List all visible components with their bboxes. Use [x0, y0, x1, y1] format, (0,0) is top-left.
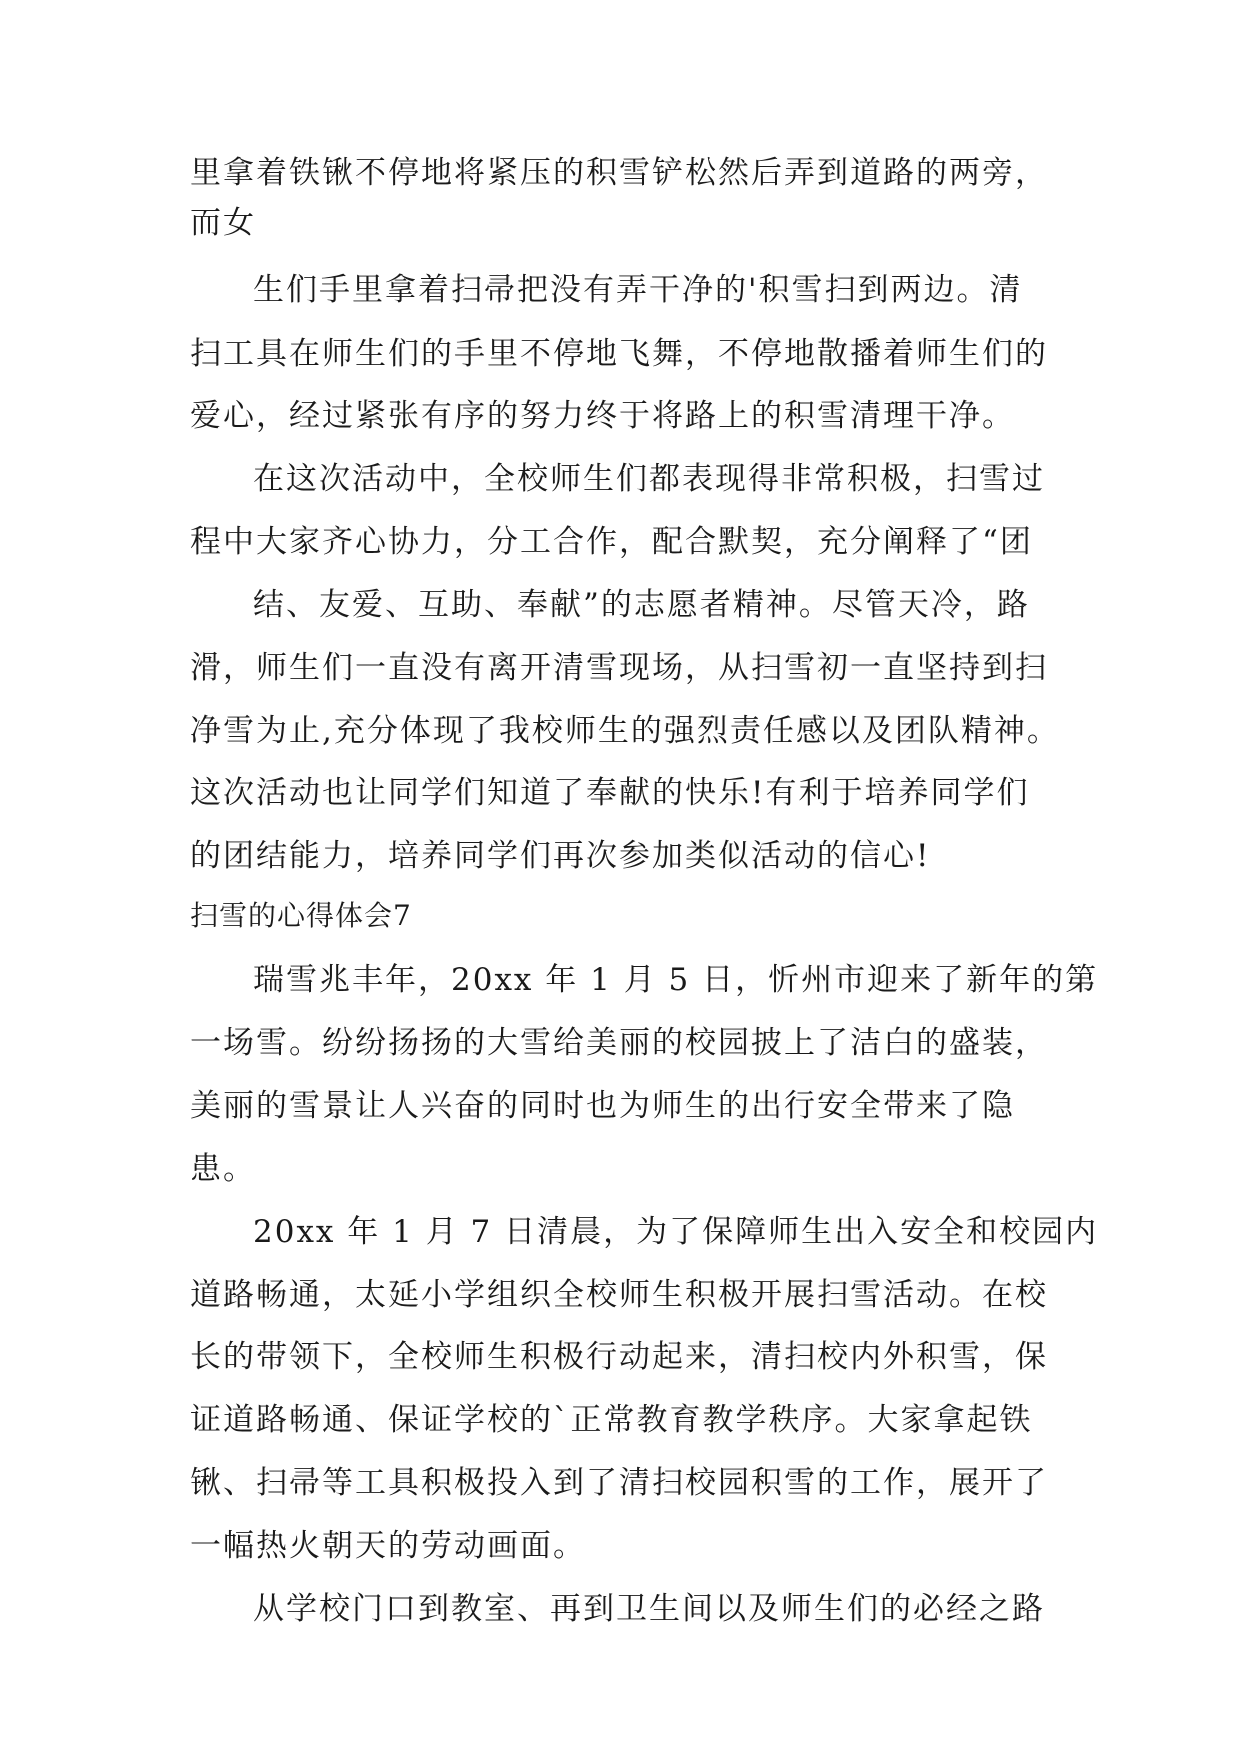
- text-line: 净雪为止,充分体现了我校师生的强烈责任感以及团队精神。: [190, 713, 1060, 749]
- text-line: 美丽的雪景让人兴奋的同时也为师生的出行安全带来了隐: [190, 1088, 1015, 1124]
- text-line: 一场雪。纷纷扬扬的大雪给美丽的校园披上了洁白的盛装，: [190, 1025, 1048, 1061]
- text-line: 里拿着铁锹不停地将紧压的积雪铲松然后弄到道路的两旁，: [190, 155, 1048, 191]
- paragraph-start: 20xx 年 1 月 7 日清晨，为了保障师生出入安全和校园内: [253, 1214, 1099, 1250]
- text-line: 锹、扫帚等工具积极投入到了清扫校园积雪的工作，展开了: [190, 1465, 1048, 1501]
- text-line: 一幅热火朝天的劳动画面。: [190, 1528, 586, 1564]
- text-line: 的团结能力，培养同学们再次参加类似活动的信心!: [190, 838, 931, 874]
- text-line: 扫工具在师生们的手里不停地飞舞，不停地散播着师生们的: [190, 336, 1048, 372]
- text-line: 患。: [190, 1151, 256, 1187]
- paragraph-start: 瑞雪兆丰年，20xx 年 1 月 5 日，忻州市迎来了新年的第: [253, 962, 1099, 998]
- text-line: 长的带领下，全校师生积极行动起来，清扫校内外积雪，保: [190, 1339, 1048, 1375]
- text-line: 滑，师生们一直没有离开清雪现场，从扫雪初一直坚持到扫: [190, 650, 1048, 686]
- paragraph-start: 从学校门口到教室、再到卫生间以及师生们的必经之路: [253, 1591, 1045, 1627]
- paragraph-start: 在这次活动中，全校师生们都表现得非常积极，扫雪过: [253, 461, 1045, 497]
- text-line: 这次活动也让同学们知道了奉献的快乐!有利于培养同学们: [190, 775, 1030, 811]
- text-line: 而女: [190, 205, 256, 241]
- text-line: 程中大家齐心协力，分工合作，配合默契，充分阐释了“团: [190, 524, 1033, 560]
- text-line: 证道路畅通、保证学校的`正常教育教学秩序。大家拿起铁: [190, 1402, 1033, 1438]
- section-heading: 扫雪的心得体会7: [190, 899, 412, 932]
- text-line: 结、友爱、互助、奉献”的志愿者精神。尽管天冷，路: [253, 587, 1030, 623]
- text-line: 爱心，经过紧张有序的努力终于将路上的积雪清理干净。: [190, 398, 1015, 434]
- paragraph-start: 生们手里拿着扫帚把没有弄干净的'积雪扫到两边。清: [253, 272, 1023, 308]
- text-line: 道路畅通，太延小学组织全校师生积极开展扫雪活动。在校: [190, 1277, 1048, 1313]
